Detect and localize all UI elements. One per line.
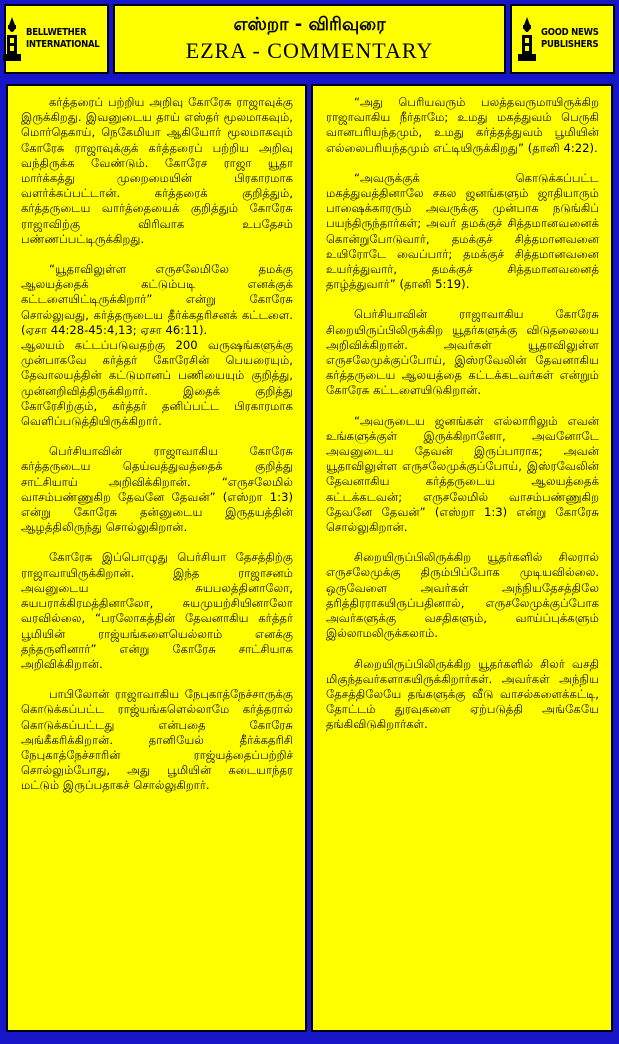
paragraph: “யூதாவிலுள்ள எருசலேமிலே தமக்கு ஆலயத்தைக் கட்டும்படி எனக்குக் கட்டளையிட்டிருக்கிறார்” என்று கோரேசு சொல்லுவது, கர்த்தருடைய தீர்க்கதரிசனக் கட்டளை. (ஏசா 44:28-45:4,13; ஏசா 46:11).	[21, 262, 293, 337]
paragraph: “அது பெரியவரும் பலத்தவருமாயிருக்கிற ராஜாவாகிய நீர்தாமே; உமது மகத்துவம் பெருகி வானபரியந்தமும், உமது கர்த்தத்துவம் பூமியின் எல்லைபரியந்தமும் எட்டியிருக்கிறது” (தானி 4:22).	[326, 95, 599, 155]
paragraph: பாபிலோன் ராஜாவாகிய நேபுகாத்நேச்சாருக்கு கொடுக்கப்பட்ட ராஜ்யங்களெல்லாமே கர்த்தரால் கொடுக்கப்பட்டது என்பதை கோரேசு அங்கீகரிக்கிறான். தானியேல் தீர்க்கதரிசி நேபுகாத்நேச்சாரின் ராஜ்யத்தைப்பற்றிச் சொல்லும்போது, அது பூமியின் கடையாந்தர மட்டும் இருப்பதாகச் சொல்லுகிறார்.	[21, 687, 293, 793]
paragraph: கர்த்தரைப் பற்றிய அறிவு கோரேசு ராஜாவுக்கு இருக்கிறது. இவனுடைய தாய் எஸ்தர் மூலமாகவும், மொர்தெகாய், நெகேமியா ஆகியோர் மூலமாகவும் கோரேசு ராஜாவுக்குக் கர்த்தரைப் பற்றிய அறிவு வந்திருக்க வேண்டும். கோரேச ராஜா யூதா மார்க்கத்து முறைமையின் பிரகாரமாக வளர்க்கப்பட்டான். கர்த்தரைக் குறித்தும், கர்த்தருடைய வார்த்தையைக் குறித்தும் கோரேசு ராஜாவிற்கு விரிவாக உபதேசம் பண்ணப்பட்டிருக்கிறது.	[21, 95, 293, 246]
left-column	[6, 84, 307, 1032]
paragraph: பெர்சியாவின் ராஜாவாகிய கோரேசு கர்த்தருடைய தெய்வத்துவத்தைக் குறித்து சாட்சியாய் அறிவிக்கிறான். “எருசலேமில் வாசம்பண்ணுகிற தேவனே தேவன்” (எஸ்றா 1:3) என்று கோரேசு தன்னுடைய இருதயத்தின் ஆழத்திலிருந்து சொல்லுகிறான்.	[21, 444, 293, 535]
title-box	[113, 4, 506, 74]
paragraph: கோரேசு இப்பொழுது பெர்சியா தேசத்திற்கு ராஜாவாயிருக்கிறான். இந்த ராஜாசனம் அவனுடைய சுயபலத்தினாலோ, சுயபராக்கிரமத்தினாலோ, சுயமுயற்சியினாலோ வரவில்லை, “பரலோகத்தின் தேவனாகிய கர்த்தர் பூமியின் ராஜ்யங்களையெல்லாம் எனக்கு தந்தருளினார்” என்று கோரேசு சாட்சியாக அறிவிக்கிறான்.	[21, 550, 293, 671]
page-header	[4, 4, 615, 74]
paragraph: ஆலயம் கட்டப்படுவதற்கு 200 வருஷங்களுக்கு முன்பாகவே கர்த்தர் கோரேசின் பெயரையும், தேவாலயத்தின் கட்டுமானப் பணியையும் குறித்து, முன்னறிவித்திருக்கிறார். இதைக் குறித்து கோரேசிற்கும், கர்த்தர் தனிப்பட்ட பிரகாரமாக வெளிப்படுத்தியிருக்கிறார்.	[21, 338, 293, 429]
good-news-logo	[510, 4, 615, 74]
page-title-english: EZRA - COMMENTARY	[185, 38, 434, 63]
paragraph: சிறையிருப்பிலிருக்கிற யூதர்களில் சிலரால் எருசலேமுக்கு திரும்பிப்போக முடியவில்லை. ஒருவேளை அவர்கள் அந்நியதேசத்திலே தரித்திரராகயிருப்பதினால், எருசலேமுக்குப்போக அவர்களுக்கு வசதிகளும், வாய்ப்புக்களும் இல்லாமலிருக்கலாம்.	[326, 550, 599, 641]
paragraph: “அவருக்குக் கொடுக்கப்பட்ட மகத்துவத்தினாலே சகல ஜனங்களும் ஜாதியாரும் பாஷைக்காரரும் அவருக்கு முன்பாக நடுங்கிப் பயந்திருந்தார்கள்; அவர் தமக்குச் சித்தமானவனைக் கொன்றுபோடுவார், தமக்குச் சித்தமானவனை உயிரோடே வைப்பார்; தமக்குச் சித்தமானவனை உயர்த்துவார், தமக்குச் சித்தமானவனைத் தாழ்த்துவார்” (தானி 5:19).	[326, 170, 599, 292]
good-news-logo-text: GOOD NEWS PUBLISHERS	[541, 27, 599, 50]
paragraph: பெர்சியாவின் ராஜாவாகிய கோரேசு சிறையிருப்பிலிருக்கிற யூதர்களுக்கு விடுதலையை அறிவிக்கிறான். அவர்கள் யூதாவிலுள்ள எருசலேமுக்குப்போய், இஸ்ரவேலின் தேவனாகிய கர்த்தருடைய ஆலயத்தை கட்டக்கடவர்கள் என்றும் கோரேசு கட்டளையிடுகிறான்.	[326, 307, 599, 398]
page-title-tamil: எஸ்றா - விரிவுரை	[233, 14, 386, 35]
bellwether-logo-text: BELLWETHER INTERNATIONAL	[25, 27, 100, 50]
right-column	[311, 84, 613, 1032]
paragraph: சிறையிருப்பிலிருக்கிற யூதர்களில் சிலர் வசதி மிகுந்தவர்களாகயிருக்கிறார்கள். அவர்கள் அந்நிய தேசத்திலேயே தங்களுக்கு வீடு வாசல்களைக்கட்டி, தோட்டம் துரவுகளை ஏற்படுத்தி அங்கேயே தங்கிவிடுகிறார்கள்.	[326, 656, 599, 732]
paragraph: “அவருடைய ஜனங்கள் எல்லாரிலும் எவன் உங்களுக்குள் இருக்கிறானோ, அவனோடே அவனுடைய தேவன் இருப்பாராக; அவன் யூதாவிலுள்ள எருசலேமுக்குப்போய், இஸ்ரவேலின் தேவனாகிய கர்த்தருடைய ஆலயத்தைக் கட்டக்கடவன்; எருசலேமில் வாசம்பண்ணுகிற தேவனே தேவன்” (எஸ்றா 1:3) என்று கோரேசு சொல்லுகிறான்.	[326, 413, 599, 535]
good-news-tower-icon	[516, 16, 538, 62]
bellwether-tower-icon	[1, 16, 23, 62]
bellwether-logo	[4, 4, 109, 74]
